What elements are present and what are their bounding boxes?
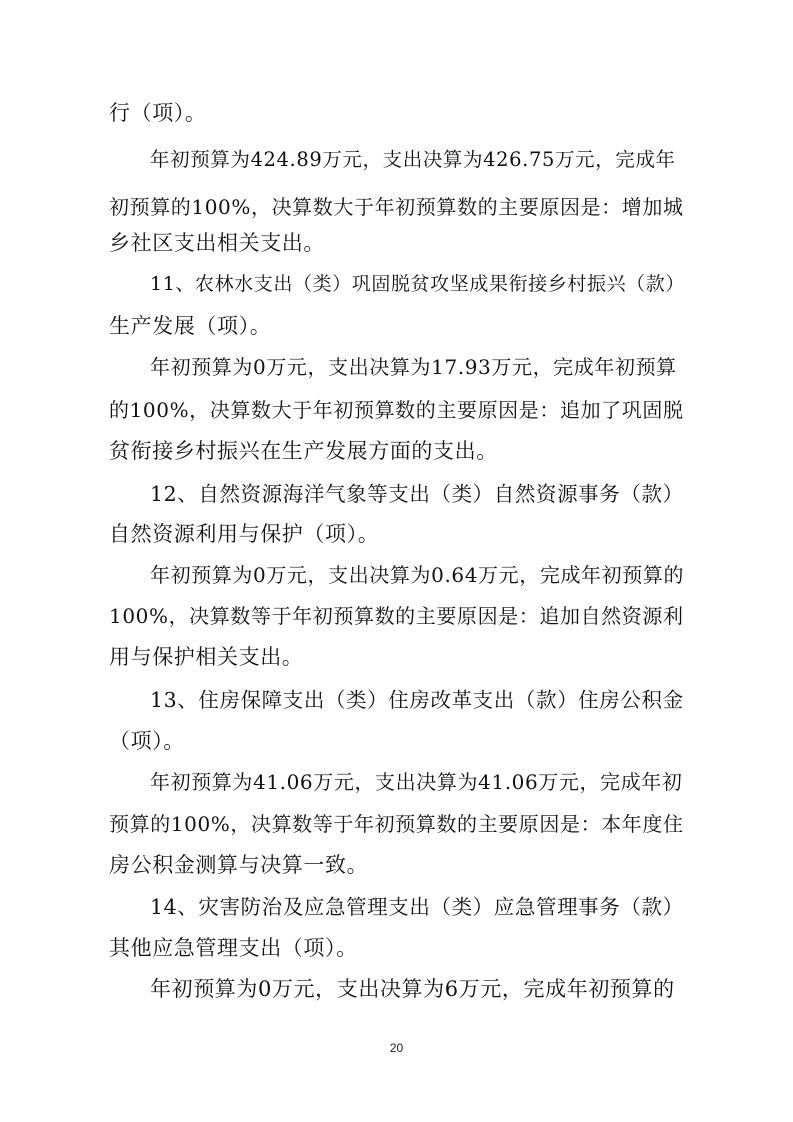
text-line: 用与保护相关支出。	[109, 645, 304, 669]
text-line: 生产发展（项）。	[109, 314, 272, 338]
page-number: 20	[389, 1041, 404, 1055]
text-line: 的100%，决算数大于年初预算数的主要原因是：追加了巩固脱	[109, 398, 684, 422]
text-line: 年初预算为0万元，支出决算为0.64万元，完成年初预算的	[150, 563, 685, 587]
text-line: （项）。	[109, 729, 185, 753]
text-line: 贫衔接乡村振兴在生产发展方面的支出。	[109, 439, 498, 463]
text-line: 乡社区支出相关支出。	[109, 231, 325, 255]
text-line: 11、农林水支出（类）巩固脱贫攻坚成果衔接乡村振兴（款）	[150, 273, 685, 295]
text-line: 100%，决算数等于年初预算数的主要原因是：追加自然资源利	[109, 604, 684, 628]
text-line: 13、住房保障支出（类）住房改革支出（款）住房公积金	[150, 688, 684, 712]
text-line: 12、自然资源海洋气象等支出（类）自然资源事务（款）	[150, 482, 684, 506]
text-line: 预算的100%，决算数等于年初预算数的主要原因是：本年度住	[109, 812, 684, 836]
text-line: 其他应急管理支出（项）。	[109, 936, 358, 960]
text-line: 房公积金测算与决算一致。	[109, 853, 369, 877]
text-line: 14、灾害防治及应急管理支出（类）应急管理事务（款）	[150, 895, 684, 919]
text-line: 初预算的100%，决算数大于年初预算数的主要原因是：增加城	[109, 195, 684, 219]
text-line: 年初预算为0万元，支出决算为17.93万元，完成年初预算	[150, 355, 677, 379]
text-line: 年初预算为41.06万元，支出决算为41.06万元，完成年初	[150, 770, 683, 794]
text-line: 自然资源利用与保护（项）。	[109, 522, 380, 546]
text-line: 年初预算为0万元，支出决算为6万元，完成年初预算的	[150, 977, 675, 1001]
text-line: 年初预算为424.89万元，支出决算为426.75万元，完成年	[150, 148, 676, 171]
text-line: 行（项）。	[109, 101, 207, 125]
